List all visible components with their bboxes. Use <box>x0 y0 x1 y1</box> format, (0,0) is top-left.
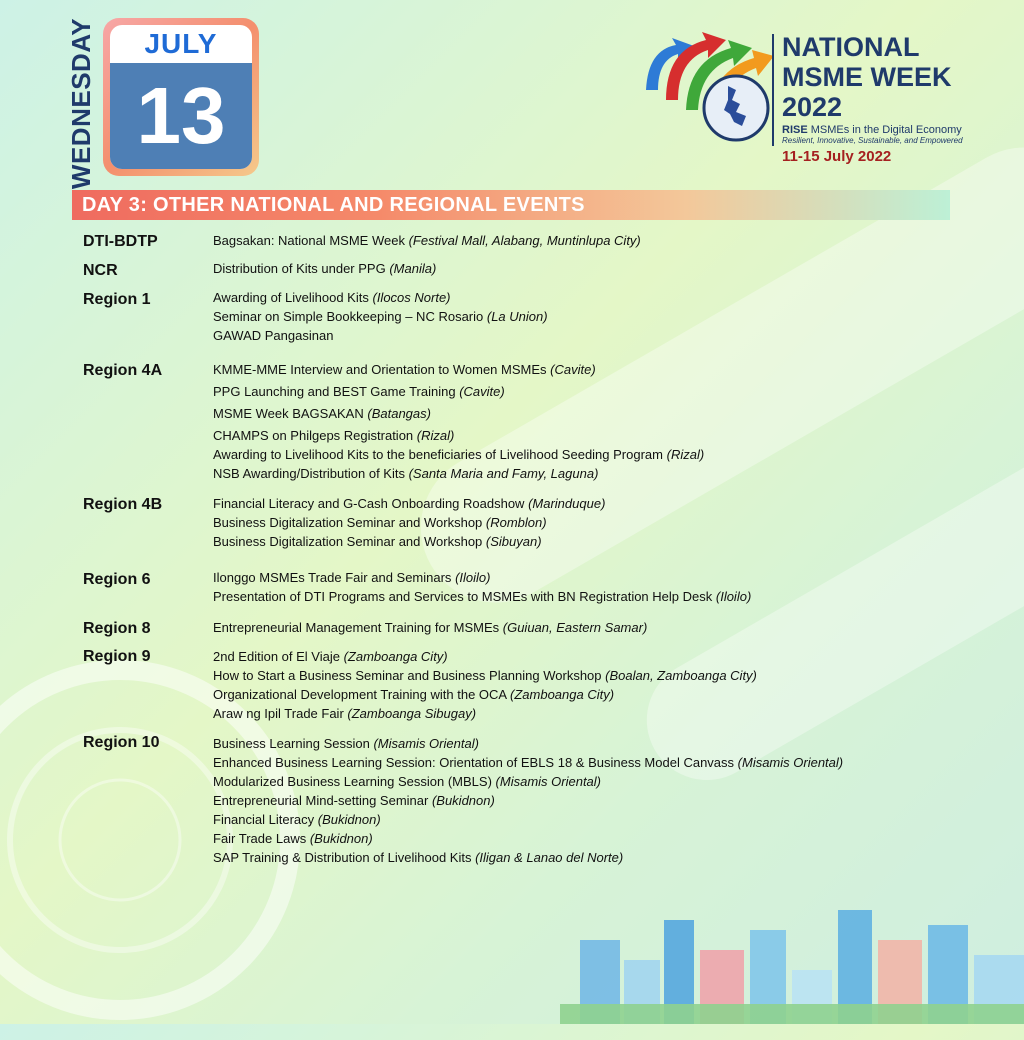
event-item: Seminar on Simple Bookkeeping – NC Rosario (La Union) <box>213 309 548 324</box>
event-list <box>213 568 751 606</box>
event-list <box>213 734 843 867</box>
calendar-badge <box>103 18 259 176</box>
region-label: Region 8 <box>83 620 151 637</box>
region-label: Region 4A <box>83 362 163 379</box>
event-item: Organizational Development Training with the OCA (Zamboanga City) <box>213 687 615 702</box>
event-item: Bagsakan: National MSME Week (Festival Mall, Alabang, Muntinlupa City) <box>213 233 641 248</box>
region-label: Region 9 <box>83 648 151 665</box>
event-item: Ilonggo MSMEs Trade Fair and Seminars (Iloilo) <box>213 570 491 585</box>
event-item: Araw ng Ipil Trade Fair (Zamboanga Sibugay) <box>213 706 477 721</box>
event-item: Enhanced Business Learning Session: Orientation of EBLS 18 & Business Model Canvass (Misamis Oriental) <box>213 755 844 770</box>
logo-title-line: MSME WEEK <box>782 62 952 92</box>
msme-week-logo-icon <box>636 30 776 150</box>
event-item: CHAMPS on Philgeps Registration (Rizal) <box>213 428 455 443</box>
city-skyline-illustration <box>560 880 1024 1024</box>
region-label: Region 6 <box>83 571 151 588</box>
region-label: NCR <box>83 262 118 279</box>
event-item: PPG Launching and BEST Game Training (Cavite) <box>213 384 505 399</box>
event-list <box>213 231 641 250</box>
logo-subtagline: Resilient, Innovative, Sustainable, and Empowered <box>782 136 963 145</box>
logo-text <box>782 32 963 145</box>
event-item: Financial Literacy and G-Cash Onboarding Roadshow (Marinduque) <box>213 496 606 511</box>
logo-title-line: 2022 <box>782 92 843 122</box>
section-title: DAY 3: OTHER NATIONAL AND REGIONAL EVENTS <box>82 193 585 216</box>
event-item: Fair Trade Laws (Bukidnon) <box>213 831 373 846</box>
calendar-month: JULY <box>144 28 218 59</box>
event-item: Presentation of DTI Programs and Services to MSMEs with BN Registration Help Desk (Iloilo) <box>213 589 752 604</box>
event-item: Business Digitalization Seminar and Workshop (Sibuyan) <box>213 534 542 549</box>
calendar-day: 13 <box>110 63 252 169</box>
event-item: GAWAD Pangasinan <box>213 328 334 343</box>
event-list <box>213 647 757 723</box>
event-item: MSME Week BAGSAKAN (Batangas) <box>213 406 431 421</box>
weekday-label: WEDNESDAY <box>66 17 97 189</box>
event-item: Distribution of Kits under PPG (Manila) <box>213 261 437 276</box>
region-label: DTI-BDTP <box>83 233 158 250</box>
event-item: KMME-MME Interview and Orientation to Women MSMEs (Cavite) <box>213 362 596 377</box>
event-list <box>213 360 704 483</box>
region-label: Region 1 <box>83 291 151 308</box>
event-item: How to Start a Business Seminar and Business Planning Workshop (Boalan, Zamboanga City) <box>213 668 757 683</box>
region-label: Region 4B <box>83 496 163 513</box>
event-item: SAP Training & Distribution of Livelihood Kits (Iligan & Lanao del Norte) <box>213 850 624 865</box>
event-list <box>213 494 605 551</box>
event-list <box>213 259 436 278</box>
logo-title-line: NATIONAL <box>782 32 920 62</box>
event-item: NSB Awarding/Distribution of Kits (Santa Maria and Famy, Laguna) <box>213 466 599 481</box>
event-list <box>213 288 548 345</box>
event-item: Financial Literacy (Bukidnon) <box>213 812 381 827</box>
event-dates: 11-15 July 2022 <box>782 148 892 165</box>
event-item: Entrepreneurial Mind-setting Seminar (Bukidnon) <box>213 793 495 808</box>
logo-divider <box>772 34 774 146</box>
event-item: Business Learning Session (Misamis Oriental) <box>213 736 479 751</box>
event-item: Modularized Business Learning Session (MBLS) (Misamis Oriental) <box>213 774 602 789</box>
section-banner <box>72 190 950 220</box>
event-item: Awarding to Livelihood Kits to the beneficiaries of Livelihood Seeding Program (Rizal) <box>213 447 705 462</box>
region-label: Region 10 <box>83 734 160 751</box>
event-list <box>213 618 647 637</box>
event-item: Awarding of Livelihood Kits (Ilocos Norte) <box>213 290 451 305</box>
logo-tagline: RISE MSMEs in the Digital Economy <box>782 124 962 136</box>
event-item: Business Digitalization Seminar and Workshop (Romblon) <box>213 515 547 530</box>
event-item: 2nd Edition of El Viaje (Zamboanga City) <box>213 649 448 664</box>
event-item: Entrepreneurial Management Training for MSMEs (Guiuan, Eastern Samar) <box>213 620 648 635</box>
